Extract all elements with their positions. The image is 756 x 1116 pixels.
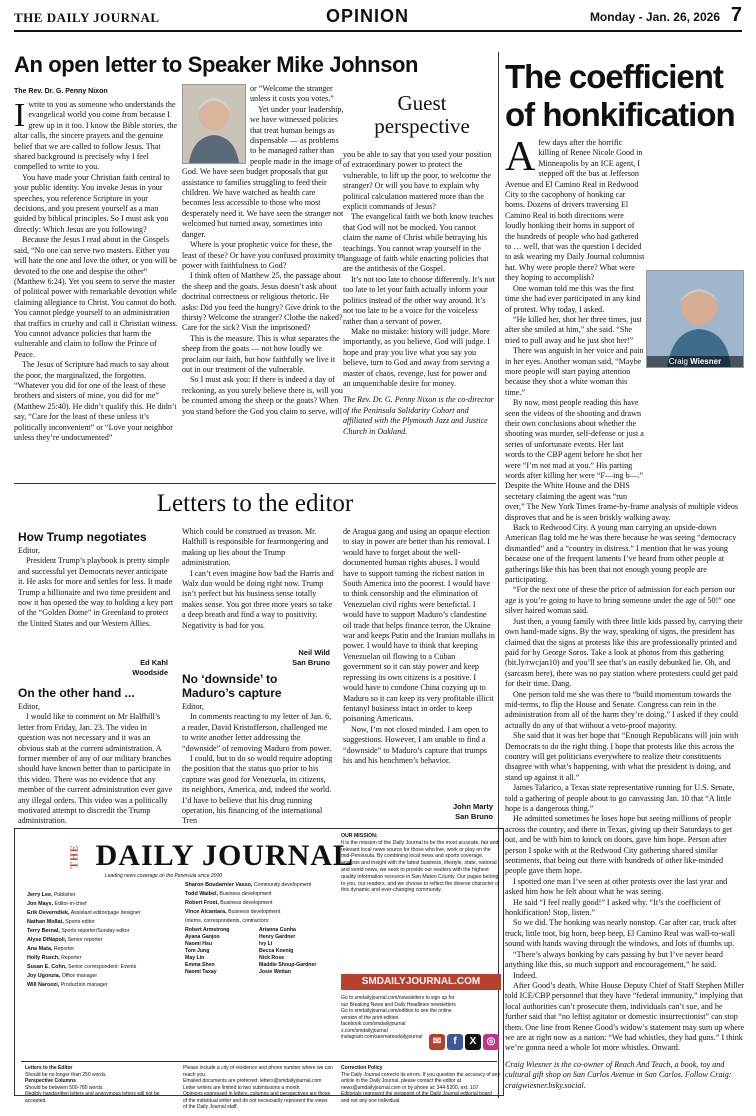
paragraph: In comments reacting to my letter of Jan. 6, a reader, David Kristofferson, challenged me to write another letter addressing the “downside” of removing Maduro from power.	[182, 712, 332, 753]
link-item[interactable]: x.com/smdailyjournal	[341, 1027, 388, 1034]
letter-continued	[343, 527, 495, 773]
letter-title: On the other hand ...	[18, 686, 135, 700]
paragraph: few days after the horrific killing of Renee Nicole Good in Minneapolis by an ICE agent, I stepped off the bus at Jefferson Avenue and El Camino Real in Redwood City to the cacophony of honking car horns. Dozens of drivers traversing El Camino Real in both directions were loudly honking their horns in support of the hundreds of people who had gathered to … well, that was the question I decided to ask wearing my Daily Journal columnist hat. Why were people there? What were they hoping to accomplish?	[505, 138, 645, 283]
correction-policy: Correction Policy The Daily Journal corrects its errors. If you question the accuracy of any article in the Daily Journal, please contact the editor at news@smdailyjournal.com or by phone at: 344-5200, ext. 107 Editorials represent the viewpoint of the Daily Journal editorial board and not any one individual.	[341, 1065, 500, 1104]
interns-label: Interns, correspondents, contractors:	[185, 918, 270, 924]
author-bio: The Rev. Dr. G. Penny Nixon is the co-director of the Peninsula Solidarity Cohort and affiliated with the Plymouth Jazz and Justice Church in Oakland.	[343, 395, 494, 436]
mission-title: OUR MISSION:	[341, 833, 378, 839]
signature-place: Woodside	[132, 668, 168, 677]
paragraph: Indeed.	[513, 970, 538, 980]
signature-name: Neil Wild	[298, 648, 330, 657]
paragraph: Now, I’m not closed minded. I am open to suggestions. However, I am unable to find a “downside” to Maduro’s capture that trumps his and his henchmen’s behavior.	[343, 724, 489, 765]
facebook-icon[interactable]: f	[447, 1034, 463, 1050]
staff-row: Susan E. Cohn, Senior correspondent: Events	[27, 964, 137, 970]
x-icon[interactable]: X	[465, 1034, 481, 1050]
staff-row: Ana Mata, Reporter	[27, 946, 75, 952]
staff-row: Jon Mays, Editor-in-chief	[27, 901, 87, 907]
link-item[interactable]: facebook.com/smdailyjournal	[341, 1021, 406, 1027]
signature-name: John Marty	[452, 802, 493, 811]
website-link[interactable]: SMDAILYJOURNAL.COM	[341, 974, 501, 990]
dropcap: A	[505, 134, 536, 180]
paragraph: Editor,	[18, 702, 40, 711]
paragraph: By now, most people reading this have seen the videos of the shooting and drawn their own conclusions about whether the shooting was murder, self-defense or just a series of unfortunate events. Her last words to the CBP agent before he shot her were “I’m not mad at you.” His parting words after killing her were “F—ing b—.” Despite the White House and the DHS secretary claiming the agent was “run over,” The New York Times frame-by-frame analysis of multiple videos disproves that and he is seen briskly walking away.	[505, 398, 739, 522]
staff-row: Alyse DiNapoli, Senior reporter	[27, 937, 103, 943]
letter-body	[18, 702, 174, 826]
signature-name: Ed Kahl	[140, 658, 168, 667]
guest-perspective-label: Guest perspective	[374, 91, 470, 138]
staff-list	[27, 891, 167, 990]
paragraph: So I must ask you: If there is indeed a day of reckoning, as you surely believe there is, will you be counted among the sheep or the goats? When you stand before the God you claim to serve, will	[182, 375, 343, 416]
staff-row: Will Naroozi, Production manager	[27, 982, 108, 988]
paragraph: Just then, a young family with three little kids passed by, carrying their own hand-made signs. By the way, speaking of signs, the president has claimed that the signs at protests like this are professionally printed and paid for by George Soros. Take a look at photos from this gathering (bit.ly/rwcjan10) and you’ll see that’s an easily debunked lie. Oh, and (sarcasm here), there was no pay station where protesters could get paid for their time. Dang.	[505, 616, 743, 689]
paragraph: Back to Redwood City. A young man carrying an upside-down American flag told me he was there because he was seeing “democracy dismantled” and a “country in distress.” I mention that he was young because one of the frequent laments I’ve heard from other people at gatherings like this has been that not enough young people are participating.	[505, 523, 737, 585]
paragraph: One person told me she was there to “build momentum towards the mid-terms, to flip the House and Senate. Congress can rein in the administration from all of the harm they’re doing.” I asked if they could actually do any of that without a veto-proof majority.	[505, 689, 739, 730]
paragraph: The Jesus of Scripture had much to say about the poor, the marginalized, the forgotten. “Whatever you did for one of the least of these brothers and sisters of mine, you did for me” (Matthew 25:40). He didn’t qualify this. He didn’t say, “Care for the least of these unless it’s politically inconvenient” or “Love your neighbor unless they’re undocumented”	[14, 360, 177, 442]
paragraph: de Aragua gang and using an opaque election to stay in power are better than his removal. I would have to forget about the well-documented human rights abuses. I would have to support turning the richest nation in South America into the poorest. I would have to think censorship and the elimination of Venezuelan civil rights were beneficial. I would have to support Maduro’s clandestine oil trade that helps finance terror, the Ukraine war and keeps Putin and the Iranian mullahs in power. I would have to think that keeping Venezuelan oil flowing to a Cuban government so it can stay power and keep repressing its own citizens is a positive. I would have to condone China cozying up to Maduro so it can keep its very profitable illicit fentanyl business intact in order to keep poisoning Americans.	[343, 527, 495, 724]
staff-row: Joy Ugonzia, Office manager	[27, 973, 98, 979]
letter-body	[182, 702, 334, 826]
mission-statement	[341, 833, 501, 894]
paragraph: He said “I feel really good!” I asked why. “It’s the coefficient of honkification! Stop, listen.”	[505, 897, 721, 918]
link-item[interactable]: Go to smdailyjournal.com/edition to see the online version of the print edition.	[341, 1008, 452, 1021]
letter-signature	[18, 658, 168, 678]
staff-list-business	[185, 881, 335, 926]
masthead-tagline: Leading news coverage on the Peninsula since 2000	[105, 873, 223, 879]
paragraph: you be able to say that you used your position of extraordinary power to protect the vulnerable, to lift up the poor, to welcome the stranger? Or will you have to explain why political calculation mattered more than the explicit commands of Jesus?	[343, 150, 492, 212]
paragraph: Make no mistake: history will judge. More importantly, as you believe, God will judge. I hope and pray you live what you say you believe, turn to God and away from serving a master of chaos, revenge, lust for power and an unquenchable desire for money.	[343, 326, 490, 388]
staff-row: Vince Alcantara, Business development	[185, 909, 281, 915]
open-letter-col2	[182, 84, 344, 473]
staff-row: Robert Frost, Business development	[185, 900, 273, 906]
paragraph: After Good’s death, White House Deputy Chief of Staff Stephen Miller told ICE/CBP personnel that they have “federal immunity,” implying that local authorities can’t prosecute them, individuals can’t sue, and he further said that “no leftist agitator or domestic insurrectionist” can stop them. One line from Renee Good’s widow’s statement may sum up where we are at right now as a nation: “We had whistles, they had guns.” I think we’re gonna need a whole lot more whistles. Onward.	[505, 980, 745, 1053]
masthead-divider	[21, 1061, 497, 1062]
staff-row: Nathan Mollat, Sports editor	[27, 919, 95, 925]
signature-place: San Bruno	[292, 658, 330, 667]
masthead-box	[14, 828, 504, 1110]
open-letter-col1	[14, 97, 178, 473]
link-item[interactable]: Go to smdailyjournal.com/newsletters to sign up for our Breaking News and Daily Headlines newsletters	[341, 995, 456, 1008]
paragraph: One woman told me this was the first time she had ever participated in any kind of protest. Why today, I asked.	[505, 283, 641, 314]
paragraph: I can’t even imagine how bad the Harris and Walz duo would be doing right now. Trump isn’t perfect but his business sense totally makes sense. You got three more years so take a deep breath and find a way to positivity. Negativity is bad for you.	[182, 568, 334, 630]
section-title: OPINION	[326, 6, 410, 26]
masthead-logo	[63, 839, 354, 873]
paragraph: “For the next one of these the price of admission for each person our age is you’re going to have to bring someone under the age of 50!” one silver haired woman said.	[505, 585, 736, 616]
paragraph: Which could be construed as treason. Mr. Halfhill is responsible for fearmongering and making up lies about the Trump administration.	[182, 527, 329, 568]
interns-col-b: Arianna Cunha Henry Gardner Ivy Li Becca Koenig Nick Rose Maddie Shoup-Gardner Josie Wettan	[259, 927, 317, 975]
paragraph: This is the measure. This is what separates the sheep from the goats — not how loudly we proclaim our faith, but how faithfully we live it out in our treatment of the vulnerable.	[182, 333, 340, 374]
photo-caption: Craig Wiesner	[647, 356, 743, 367]
dropcap: I	[14, 97, 26, 134]
interns-col-a: Robert Armstrong Ayana Ganjoo Naomi Hsu Tom Jung May Lin Emma Shen Naomi Taxay	[185, 927, 230, 975]
email-icon[interactable]: ✉	[429, 1034, 445, 1050]
author-bio: Craig Wiesner is the co-owner of Reach And Teach, a book, toy and cultural gift shop on San Carlos Avenue in San Carlos. Follow Craig: craigwiesner.bsky.social.	[505, 1059, 732, 1090]
paragraph: I spotted one man I’ve seen at other protests over the last year and asked him how he felt about what he was seeing.	[505, 876, 728, 897]
logo-text: DAILY JOURNAL	[95, 839, 354, 872]
issue-date: Monday - Jan. 26, 2026	[589, 10, 720, 24]
staff-row: Terry Bernal, Sports reporter/Sunday editor	[27, 928, 130, 934]
paragraph: Yet under your leadership, we have witnessed policies that treat human beings as dispensable — as problems to be managed rather than people made in the image of God. We have seen budget proposals that gut assistance to families struggling to feed their children. We have watched as health care becomes less accessible to those who most desperately need it. We have seen the stranger not welcomed but turned away, sometimes into danger.	[182, 104, 344, 239]
coefficient-body	[505, 134, 745, 1090]
paragraph: I think often of Matthew 25, the passage about the sheep and the goats. Jesus doesn’t ask about doctrinal correctness or religious rhetoric. He asks: Did you feed the hungry? Give drink to the thirsty? Welcome the stranger? Clothe the naked? Care for the sick? Visit the imprisoned?	[182, 271, 343, 333]
page-header	[14, 6, 742, 32]
paragraph: Editor,	[182, 702, 204, 711]
open-letter-headline: An open letter to Speaker Mike Johnson	[14, 52, 419, 77]
open-letter-col3	[343, 150, 495, 480]
letter-body	[18, 546, 174, 630]
logo-the: THE	[69, 844, 81, 869]
letters-policy: Letters to the Editor Should be no longer than 250 words. Perspective Columns Should be between 500-780 words. Illegibly handwritten letters and anonymous letters will not be accepted.	[25, 1065, 160, 1104]
paragraph: President Trump’s playbook is pretty simple and successful yet Democrats never anticipate it. He asks for more and settles for less. It made Trump a billionaire and two time president and now it has opened the way to holding a key part of the “Golden Dome” in Greenland to protect the United States and our Western Allies.	[18, 556, 174, 628]
paragraph: Because the Jesus I read about in the Gospels said, “No one can serve two masters. Either you will hate the one and love the other, or you will be devoted to the one and despise the other” (Matthew 6:24). Yet you seem to serve the master of political power with remarkable devotion while claiming allegiance to Christ. You cannot do both. You cannot pledge yourself to an administration that traffics in cruelty and call it Christian witness. You cannot advance policies that harm the vulnerable and claim to follow the Prince of Peace.	[14, 235, 178, 359]
paragraph: There was anguish in her voice and pain in her eyes. Another woman said, “Maybe more people will start paying attention because they shot a white woman this time.”	[505, 346, 644, 397]
signature-place: San Bruno	[455, 812, 493, 821]
open-letter-byline: The Rev. Dr. G. Penny Nixon	[14, 88, 108, 95]
letter-title: No ‘downside’ to Maduro’s capture	[182, 672, 282, 700]
staff-row: Sharon Boudarnier Vasso, Community development	[185, 882, 312, 888]
paragraph: I would like to comment on Mr Halfhill’s letter from Friday, Jan. 23. The video in question was not necessary and it was an obvious stab at the current administration. A former member of any of our military branches should have known better than to participate in this video. There was no evidence that any member of the current administration ever gave any illegal orders. This video was a politically motivated attempt to discredit the Trump administration.	[18, 712, 173, 826]
instagram-icon[interactable]: ◎	[483, 1034, 499, 1050]
paragraph: The evangelical faith we both know teaches that God will not be mocked. You cannot claim the name of Christ while betraying his teachings. You cannot wrap yourself in the language of faith while enacting policies that are the antithesis of the Gospel.	[343, 212, 494, 274]
staff-row: Holly Rusch, Reporter	[27, 955, 82, 961]
page-number: 7	[730, 4, 742, 26]
submission-notes: Please include a city of residence and phone number where we can reach you. Emailed documents are preferred: letters@smdailyjournal.com Letter writers are limited to two submissions a month. Opinions expressed in letters, columns and perspectives are those of the individual writer and do not necessarily represent the views of the Daily Journal staff.	[183, 1065, 333, 1110]
paragraph: She said that it was her hope that “Enough Republicans will join with Democrats to do the right thing. I hope that protests like this across the country will get politicians everywhere to realize their constituents disagree with what’s happening, with what the president is doing, and stand up against it all.”	[505, 731, 739, 782]
staff-row: Erik Oeverndiek, Assistant editor/page designer	[27, 910, 141, 916]
letter-signature	[182, 648, 330, 668]
paragraph: “He killed her, shot her three times, just after she smiled at him,” she said. “She tried to pull away and he just shot her!”	[505, 314, 642, 345]
paragraph: Where is your prophetic voice for these, the least of these? Or have you confused proximity to power with faithfulness to God?	[182, 240, 344, 270]
letter-continued	[182, 527, 334, 631]
coefficient-headline: The coefficient of honkification	[505, 58, 735, 133]
paragraph: James Talarico, a Texas state representative running for U.S. Senate, told a gathering of people about to go canvassing Jan. 10 that “A little hope is a dangerous thing.”	[505, 783, 735, 813]
paper-name: THE DAILY JOURNAL	[14, 10, 160, 25]
letter-title: How Trump negotiates	[18, 530, 147, 544]
paragraph: I could, but to do so would require adopting the position that the status quo prior to his capture was good for Venezuela, its citizens, its neighbors, America, and, indeed the world. I’d have to believe that his drug running operation, his financing of the international Tren	[182, 754, 333, 826]
staff-row: Todd Waibel, Business development	[185, 891, 272, 897]
mission-text: It is the mission of the Daily Journal to be the most accurate, fair and relevant local news source for those who live, work or play on the mid-Peninsula. By combining local news and sports coverage, analysis and insight with the latest business, lifestyle, state, national and world news, we seek to provide our readers with the highest quality information resource in San Mateo County. Our pages belong to you, our readers, and we choose to reflect the diverse character of this dynamic and ever-changing community.	[341, 839, 500, 894]
link-item[interactable]: instagram.com/sanmateodailyjournal	[341, 1034, 423, 1040]
paragraph: It’s not too late to choose differently. It’s not too late to let your faith actually inform your politics instead of the other way around. It’s not too late to be a voice for the voiceless rather than a servant of power.	[343, 274, 495, 326]
paragraph: “There’s always honking by cars passing by but I’ve never heard anything like this, so much support and encouragement,” he said.	[505, 949, 723, 970]
paragraph: You have made your Christian faith central to your public identity. You invoke Jesus in your speeches, you reference Scripture in your decisions, and you present yourself as a man guided by biblical principles. So I must ask you directly: Which Jesus are you following?	[14, 172, 170, 234]
letters-heading: Letters to the editor	[156, 490, 354, 517]
paragraph: So we did. The honking was nearly nonstop. Car after car, truck after truck, little toot, big horn, beep beep, El Camino Real was wall-to-wall sound with hands waving through the windows, and lots of thumbs up.	[505, 918, 737, 949]
paragraph: write to you as someone who understands the evangelical world you come from because I grew up in it too. I know the Bible stories, the altar calls, the sincere prayers and the genuine belief that we are called to follow Jesus. That shared background is precisely why I feel compelled to write to you.	[14, 100, 178, 172]
paragraph: He admitted sometimes he loses hope but seeing millions of people across the country, and there in Texas, giving up their Saturdays to get out, and be with him to knock on doors, gave him hope. Person after person I spoke with at the Redwood City gathering shared similar sentiments, that being out there with hundreds of other like-minded people gave them hope.	[505, 814, 733, 876]
paragraph: Editor,	[18, 546, 40, 555]
section-divider	[14, 483, 496, 484]
staff-row: Jerry Lee, Publisher	[27, 892, 76, 898]
letter-signature	[343, 802, 493, 822]
paragraph: or “Welcome the stranger unless it costs you votes.”	[250, 84, 334, 104]
